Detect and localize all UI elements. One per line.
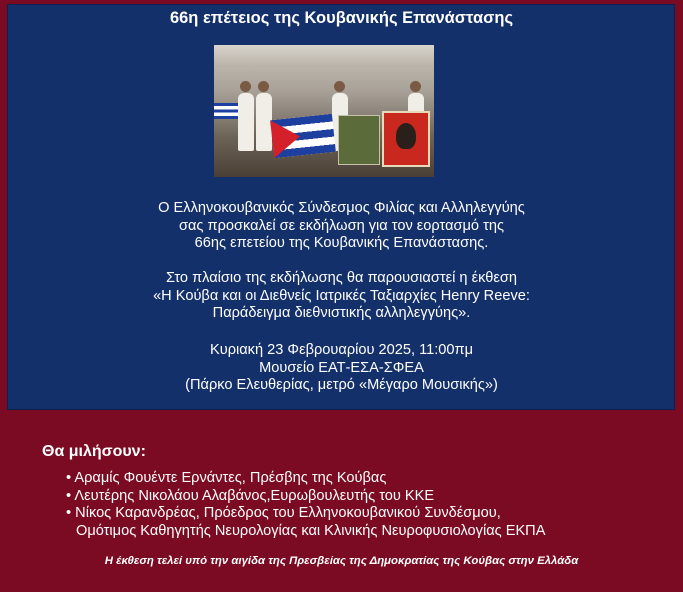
exhibition-line: Παράδειγμα διεθνιστικής αλληλεγγύης».: [212, 305, 471, 321]
patronage-note: Η έκθεση τελεί υπό την αιγίδα της Πρεσβείας της Δημοκρατίας της Κούβας στην Ελλάδα: [104, 555, 579, 567]
che-poster-icon: [382, 111, 430, 167]
page-title: 66η επέτειος της Κουβανικής Επανάστασης: [169, 9, 514, 27]
person-head-icon: [334, 81, 345, 92]
invitation-line: 66ης επετείου της Κουβανικής Επανάστασης.: [194, 235, 489, 251]
speaker-item: • Λευτέρης Νικολάου Αλαβάνος,Ευρωβουλευτής του ΚΚΕ: [66, 487, 435, 504]
speaker-item: • Αραμίς Φουέντε Ερνάντες, Πρέσβης της Κούβας: [66, 470, 387, 486]
person-head-icon: [258, 81, 269, 92]
exhibition-line: Στο πλαίσιο της εκδήλωσης θα παρουσιαστεί η έκθεση: [166, 270, 517, 286]
speakers-heading: Θα μιλήσουν:: [42, 443, 146, 460]
event-photo: [214, 45, 434, 177]
event-venue: Μουσείο ΕΑΤ-ΕΣΑ-ΣΦΕΑ: [259, 359, 424, 376]
cuban-flag-small-icon: [214, 103, 240, 119]
event-location: (Πάρκο Ελευθερίας, μετρό «Μέγαρο Μουσικής»): [185, 377, 498, 393]
invitation-text: [0, 200, 683, 253]
invitation-line: Ο Ελληνοκουβανικός Σύνδεσμος Φιλίας και Αλληλεγγύης: [158, 200, 525, 216]
speakers-list: [66, 470, 545, 540]
speaker-item: • Νίκος Καρανδρέας, Πρόεδρος του Ελληνοκουβανικού Συνδέσμου,: [66, 505, 501, 522]
speaker-item-continuation: Ομότιμος Καθηγητής Νευρολογίας και Κλινικής Νευροφυσιολογίας ΕΚΠΑ: [76, 522, 546, 539]
photo-board-icon: [338, 115, 380, 165]
person-figure-icon: [238, 93, 254, 151]
cuban-flag-icon: [270, 114, 336, 158]
person-head-icon: [240, 81, 251, 92]
exhibition-text: [0, 270, 683, 323]
person-head-icon: [410, 81, 421, 92]
event-datetime: Κυριακή 23 Φεβρουαρίου 2025, 11:00πμ: [209, 342, 473, 358]
exhibition-line: «Η Κούβα και οι Διεθνείς Ιατρικές Ταξιαρχίες Henry Reeve:: [153, 287, 530, 304]
event-details: [0, 342, 683, 395]
photo-ceiling: [214, 45, 434, 67]
invitation-line: σας προσκαλεί σε εκδήλωση για τον εορτασμό της: [178, 217, 505, 234]
